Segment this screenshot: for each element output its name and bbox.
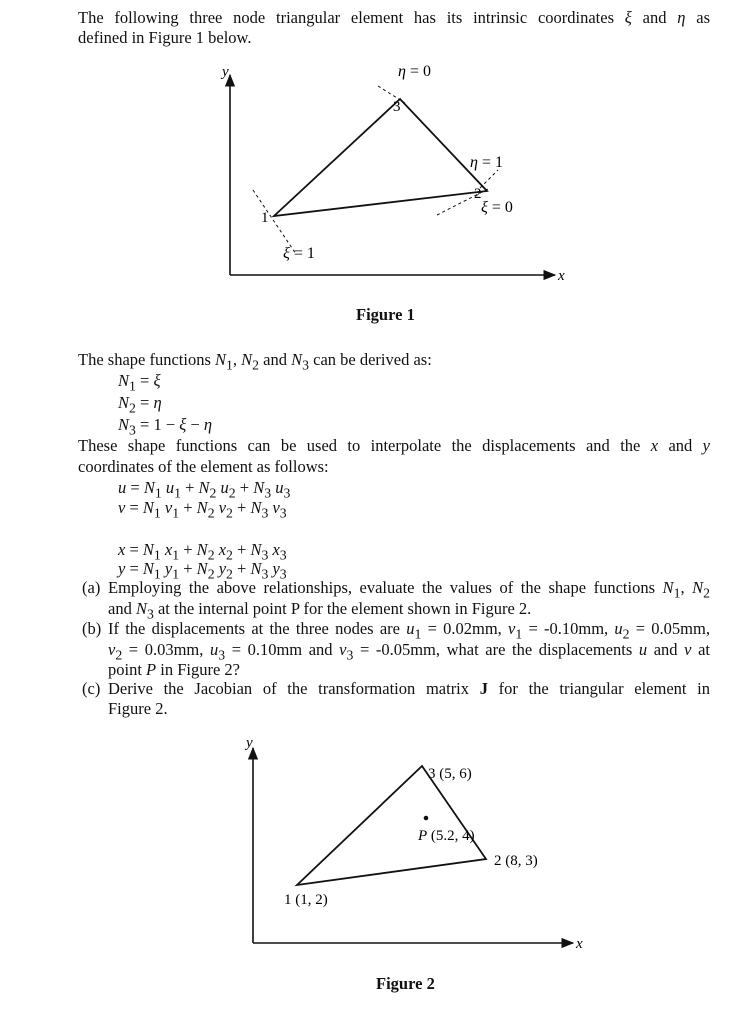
- figure-2-caption: Figure 2: [376, 974, 435, 993]
- figure1-node2-label: 2: [474, 186, 482, 202]
- figure2-point-p-label: P (5.2, 4): [418, 828, 475, 844]
- question-b-line-2: $v_2 = 0.03mm$, $u_3 = 0.10mm$ and $v_3 = -0.05mm$, what are the displacements u and v at: [108, 640, 710, 663]
- shape-intro: The shape functions $N_1$, $N_2$ and $N_3$ can be derived as:: [78, 350, 432, 373]
- eq-v: $v = N_1$ $v_1 + N_2$ $v_2 + N_3$ $v_3$: [118, 498, 287, 521]
- question-c-line-2: Figure 2.: [108, 699, 168, 718]
- figure1-y-label: y: [222, 64, 229, 80]
- question-a-line-2: and $N_3$ at the internal point P for the element shown in Figure 2.: [108, 599, 532, 622]
- figure1-eta1-label: η = 1: [470, 154, 503, 171]
- eq-x: $x = N_1$ $x_1 + N_2$ $x_2 + N_3$ $x_3$: [118, 540, 287, 563]
- figure1-xi1-label: ξ = 1: [283, 245, 315, 262]
- question-b-label: (b): [82, 619, 102, 638]
- figure2-node2-label: 2 (8, 3): [494, 853, 538, 869]
- figure2-x-label: x: [576, 936, 583, 952]
- figure1-node1-label: 1: [261, 210, 269, 226]
- question-c-line-1: Derive the Jacobian of the transformation matrix J for the triangular element in: [108, 679, 711, 698]
- figure2-triangle: [297, 766, 486, 885]
- question-b-line-1: If the displacements at the three nodes are $u_1 = 0.02mm$, $v_1 = -0.10mm$, $u_2 = 0.05mm$,: [108, 619, 710, 642]
- figure1-triangle: [274, 99, 487, 216]
- question-a-label: (a): [82, 578, 101, 597]
- eq-n3: $N_3 = 1 - \xi - \eta$: [118, 415, 213, 438]
- figure2-y-label: y: [246, 735, 253, 751]
- figure-2: [0, 720, 750, 970]
- eq-y: $y = N_1$ $y_1 + N_2$ $y_2 + N_3$ $y_3$: [118, 559, 287, 582]
- question-b-line-3: point P in Figure 2?: [108, 660, 241, 679]
- question-c-label: (c): [82, 679, 101, 698]
- figure2-node3-label: 3 (5, 6): [428, 766, 472, 782]
- figure2-node1-label: 1 (1, 2): [284, 892, 328, 908]
- interp-line-1: These shape functions can be used to interpolate the displacements and the x and y: [78, 436, 710, 455]
- question-a-line-1: Employing the above relationships, evaluate the values of the shape functions $N_1$, $N_2$: [108, 578, 711, 601]
- figure1-xi0-label: ξ = 0: [481, 199, 513, 216]
- figure2-point-p: [424, 816, 429, 821]
- figure1-x-label: x: [558, 268, 565, 284]
- eq-u: $u = N_1$ $u_1 + N_2$ $u_2 + N_3$ $u_3$: [118, 478, 291, 501]
- interp-line-2: coordinates of the element as follows:: [78, 457, 329, 476]
- intro-line-1: The following three node triangular element has its intrinsic coordinates ξ and η as: [78, 8, 710, 27]
- eq-n2: $N_2 = \eta$: [118, 393, 162, 416]
- intro-line-2: defined in Figure 1 below.: [78, 28, 252, 47]
- eq-n1: $N_1 = \xi$: [118, 371, 161, 394]
- figure1-eta0-label: η = 0: [398, 63, 431, 80]
- figure-1: [0, 0, 750, 340]
- figure1-node3-label: 3: [393, 99, 401, 115]
- figure-1-caption: Figure 1: [356, 305, 415, 324]
